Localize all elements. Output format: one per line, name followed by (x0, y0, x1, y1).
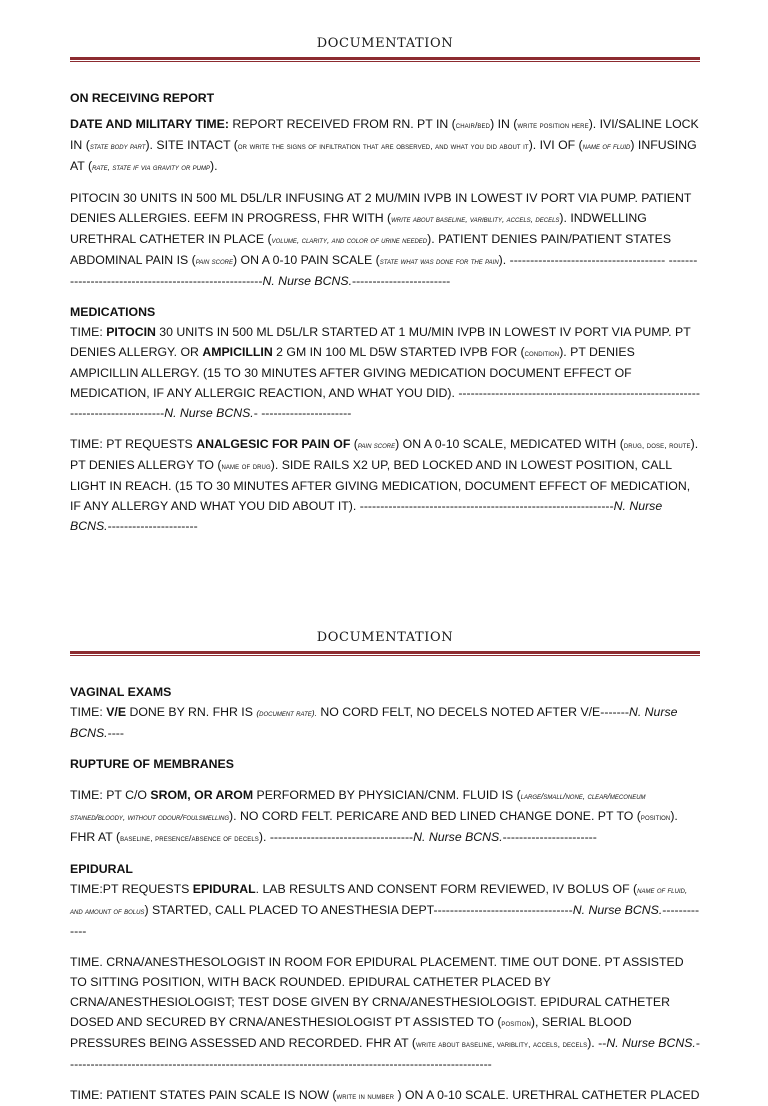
text: 2 GM IN 100 ML D5W STARTED IVPB FOR ( (272, 345, 525, 359)
text: TIME: PATIENT STATES PAIN SCALE IS NOW ( (70, 1088, 337, 1102)
text: ). FHR AT ( (70, 809, 678, 844)
hint: position (501, 1018, 531, 1028)
hint: name of fluid, and amount of bolus (70, 885, 688, 916)
epidural-paragraph-2 (70, 952, 700, 1074)
text: TIME: PT REQUESTS (70, 437, 197, 451)
text: ). SIDE RAILS X2 UP, BED LOCKED AND IN LOWEST POSITION, CALL LIGHT IN REACH. (15 TO 30 MINUTES AFTER GIVING MEDICATION, DOCUMENT EFFECT OF MEDICATION, IF ANY ALLERGY AND WHAT YOU DID ABOUT IT). -------------------------------------------------------------- (70, 458, 691, 513)
epidural-paragraph-3 (70, 1085, 700, 1106)
text: ). -------------------------------------- ------------------------------------------------------ (70, 253, 698, 288)
medications-paragraph-2 (70, 434, 700, 536)
section-heading-epidural: EPIDURAL (70, 862, 133, 876)
documentation-section-1 (70, 36, 700, 536)
text: ( (350, 437, 358, 451)
hint: name of fluid (582, 141, 631, 151)
text-bold: V/E (106, 705, 127, 719)
text: NO CORD FELT, NO DECELS NOTED AFTER V/E------- (316, 705, 629, 719)
text: ), SERIAL BLOOD PRESSURES BEING ASSESSED AND RECORDED. FHR AT ( (70, 1015, 632, 1050)
nurse-signature: N. Nurse BCNS. (262, 274, 352, 288)
text: TIME:PT REQUESTS (70, 882, 193, 896)
text: ) ON A 0-10 SCALE. URETHRAL CATHETER PLACED (394, 1088, 700, 1102)
text: ). PATIENT DENIES PAIN/PATIENT STATES ABDOMINAL PAIN IS ( (70, 232, 672, 267)
vaginal-exam-paragraph (70, 702, 700, 743)
receiving-paragraph-2 (70, 188, 700, 291)
text: ). PT DENIES AMPICILLIN ALLERGY. (15 TO 30 MINUTES AFTER GIVING MEDICATION DOCUMENT EFFECT OF MEDICATION, IF ANY ALLERGIC REACTION, AND WHAT YOU DID). ---------------------------------------------------------------------------------- (70, 345, 700, 420)
text: ). -- (587, 1036, 607, 1050)
text: TIME: (70, 705, 107, 719)
epidural-paragraph-1 (70, 879, 700, 941)
hint: large/small/none, clear/meconeum stained/bloody, without odour/foulsmelling (70, 791, 646, 822)
hint: (document rate). (256, 708, 317, 718)
hint: drug, dose, route (623, 440, 691, 450)
nurse-signature: N. Nurse BCNS. (572, 903, 663, 917)
hint: pain score (195, 256, 233, 266)
text: TIME: PT C/O (70, 788, 151, 802)
nurse-signature: N. Nurse BCNS. (164, 406, 254, 420)
text: ) STARTED, CALL PLACED TO ANESTHESIA DEPT---------------------------------- (144, 903, 573, 917)
rupture-paragraph (70, 785, 700, 848)
text: PERFORMED BY PHYSICIAN/CNM. FLUID IS ( (253, 788, 521, 802)
nurse-signature: N. Nurse BCNS. (606, 1036, 696, 1050)
text: ). (209, 159, 218, 173)
text: ). NO CORD FELT. PERICARE AND BED LINED CHANGE DONE. PT TO ( (229, 809, 641, 823)
text: ------------- (70, 903, 700, 938)
text: ---- (107, 726, 124, 740)
text: ) IN ( (490, 117, 518, 131)
text: ) ON A 0-10 PAIN SCALE ( (233, 253, 380, 267)
text-bold: AMPICILLIN (202, 345, 273, 359)
hint: condition (524, 348, 560, 358)
hint: volume, clarity, and color of urine needed (271, 235, 428, 245)
text: DONE BY RN. FHR IS (126, 705, 257, 719)
text: PITOCIN 30 UNITS IN 500 ML D5L/LR INFUSING AT 2 MU/MIN IVPB IN LOWEST IV PORT VIA PUMP. PATIENT DENIES ALLERGIES. EEFM IN PROGRESS, FHR WITH ( (70, 191, 692, 225)
hint: write position here (517, 120, 589, 130)
section-heading-vaginal-exams: VAGINAL EXAMS (70, 685, 172, 699)
text: ). SITE INTACT ( (145, 138, 238, 152)
documentation-section-2 (70, 630, 700, 1106)
text: - ---------------------- (253, 406, 352, 420)
text: ). INDWELLING URETHRAL CATHETER IN PLACE ( (70, 211, 647, 246)
text: ---------------------- (107, 519, 198, 533)
nurse-signature: N. Nurse BCNS. (413, 830, 503, 844)
text: ------------------------ (351, 274, 451, 288)
hint: write in number (336, 1091, 395, 1101)
text: ----------------------- (502, 830, 597, 844)
text: ). IVI/SALINE LOCK IN ( (70, 117, 699, 152)
text: 30 UNITS IN 500 ML D5L/LR STARTED AT 1 MU/MIN IVPB IN LOWEST IV PORT VIA PUMP. PT DENIES ALLERGY. OR (70, 325, 691, 359)
section-heading-receiving: ON RECEIVING REPORT (70, 91, 215, 105)
header-rule-thin (70, 655, 700, 656)
hint: chair/bed (455, 120, 491, 130)
text-bold: EPIDURAL (192, 882, 256, 896)
text: ) ON A 0-10 SCALE, MEDICATED WITH ( (395, 437, 624, 451)
hint: baseline, presence/absence of decels (120, 833, 259, 843)
text: REPORT RECEIVED FROM RN. PT IN ( (228, 117, 456, 131)
text-bold: SROM, OR AROM (150, 788, 254, 802)
nurse-signature: N. Nurse BCNS. (70, 705, 678, 740)
text: . LAB RESULTS AND CONSENT FORM REVIEWED, IV BOLUS OF ( (255, 882, 638, 896)
medications-paragraph-1 (70, 322, 700, 423)
hint: state what was done for the pain (379, 256, 499, 266)
text: ). ----------------------------------- (258, 830, 414, 844)
hint: pain score (357, 440, 396, 450)
hint: state body part (89, 141, 146, 151)
hint: or write the signs of infiltration that are observed, and what you did about it (237, 141, 529, 151)
text-bold: PITOCIN (106, 325, 156, 339)
text-bold: ANALGESIC FOR PAIN OF (196, 437, 351, 451)
page-header-title: DOCUMENTATION (316, 36, 454, 51)
hint: write about baseline, varibility, accels, decels (391, 214, 560, 224)
text: TIME. CRNA/ANESTHESOLOGIST IN ROOM FOR EPIDURAL PLACEMENT. TIME OUT DONE. PT ASSISTED TO SITTING POSITION, WITH BACK ROUNDED. EPIDURAL CATHETER PLACED BY CRNA/ANESTHESIOLOGIST; TEST DOSE GIVEN BY CRNA/ANESTHESIOLOGIST. EPIDURAL CATHETER DOSED AND SECURED BY CRNA/ANESTHESIOLOGIST PT ASSISTED TO ( (70, 955, 684, 1029)
hint: position (640, 812, 671, 822)
receiving-paragraph-1 (70, 114, 700, 177)
section-heading-medications: MEDICATIONS (70, 305, 156, 319)
text: -------------------------------------------------------------------------------------------------------- (70, 1036, 700, 1071)
hint: write about baseline, variblity, accels, decels (416, 1039, 588, 1049)
text: ). IVI OF ( (528, 138, 583, 152)
text-bold: DATE AND MILITARY TIME: (70, 117, 229, 131)
header-rule (70, 651, 700, 654)
hint: name of drug (221, 461, 271, 471)
text: ). PT DENIES ALLERGY TO ( (70, 437, 699, 472)
page-header-title: DOCUMENTATION (316, 630, 454, 645)
text: ) INFUSING AT ( (70, 138, 697, 173)
text: TIME: (70, 325, 107, 339)
section-heading-rupture: RUPTURE OF MEMBRANES (70, 757, 234, 771)
header-rule (70, 57, 700, 60)
nurse-signature: N. Nurse BCNS. (70, 499, 663, 533)
hint: rate, state if via gravity or pump (92, 162, 210, 172)
header-rule-thin (70, 61, 700, 62)
